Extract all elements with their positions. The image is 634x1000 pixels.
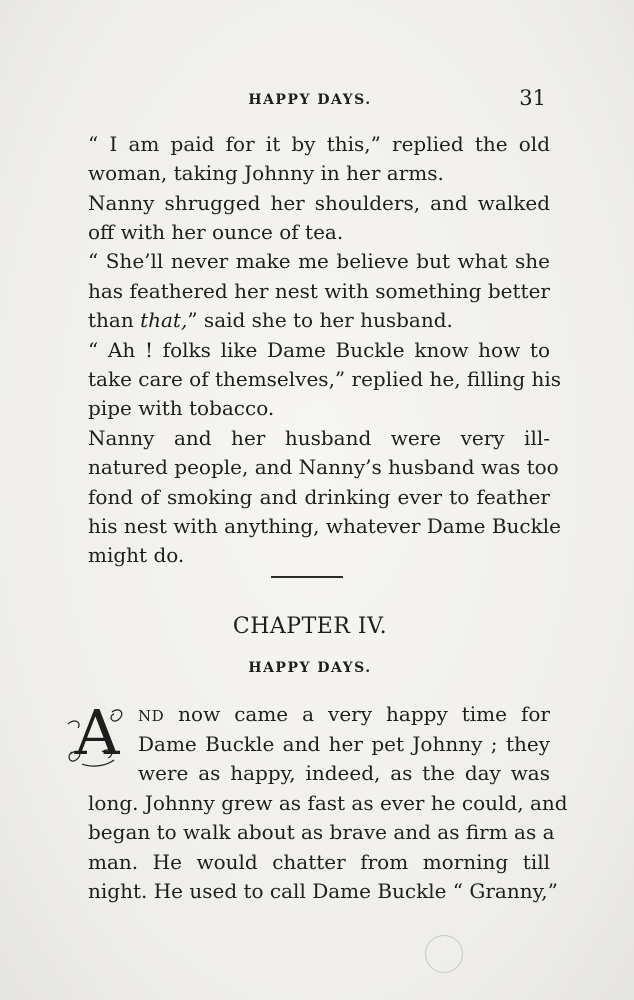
text-line: natured people, and Nanny’s husband was too [88, 455, 559, 479]
running-title: HAPPY DAYS. [248, 92, 372, 108]
text-line: “ She’ll never make me believe but what she [88, 249, 550, 273]
text-line [138, 702, 550, 732]
ornamental-drop-cap [62, 694, 132, 770]
text-line [88, 308, 550, 338]
text-line: long. Johnny grew as fast as ever he could, and [88, 791, 568, 815]
drop-cap-letter: A [74, 696, 120, 769]
text-line: has feathered her nest with something better [88, 279, 550, 303]
text-span: now came a very happy time for [164, 702, 550, 726]
chapter-subtitle: HAPPY DAYS. [248, 660, 372, 676]
text-line: were as happy, indeed, as the day was [138, 761, 550, 785]
small-caps-word: ND [138, 707, 165, 725]
text-line: night. He used to call Dame Buckle “ Granny,” [88, 879, 558, 903]
text-line: his nest with anything, whatever Dame Buckle [88, 514, 561, 538]
text-line: off with her ounce of tea. [88, 220, 344, 244]
text-line: might do. [88, 543, 185, 567]
text-line: man. He would chatter from morning till [88, 850, 550, 874]
text-line: Nanny shrugged her shoulders, and walked [88, 191, 550, 215]
text-line: woman, taking Johnny in her arms. [88, 161, 444, 185]
italic-word: that, [140, 308, 188, 332]
running-head [0, 86, 634, 114]
text-line: “ Ah ! folks like Dame Buckle know how to [88, 338, 550, 362]
text-line: Nanny and her husband were very ill- [88, 426, 550, 450]
section-divider [271, 576, 343, 578]
text-line: “ I am paid for it by this,” replied the old [88, 132, 550, 156]
text-span: than [88, 308, 141, 332]
page-number: 31 [519, 86, 546, 110]
text-line: take care of themselves,” replied he, filling his [88, 367, 562, 391]
text-span: ” said she to her husband. [187, 308, 453, 332]
text-line: pipe with tobacco. [88, 396, 275, 420]
text-line: began to walk about as brave and as firm as a [88, 820, 555, 844]
text-line: fond of smoking and drinking ever to feather [88, 485, 550, 509]
chapter-title: CHAPTER IV. [232, 614, 388, 639]
ornamental-drop-cap-icon [62, 694, 132, 770]
text-line: Dame Buckle and her pet Johnny ; they [138, 732, 550, 756]
faint-stamp-mark [425, 935, 463, 973]
